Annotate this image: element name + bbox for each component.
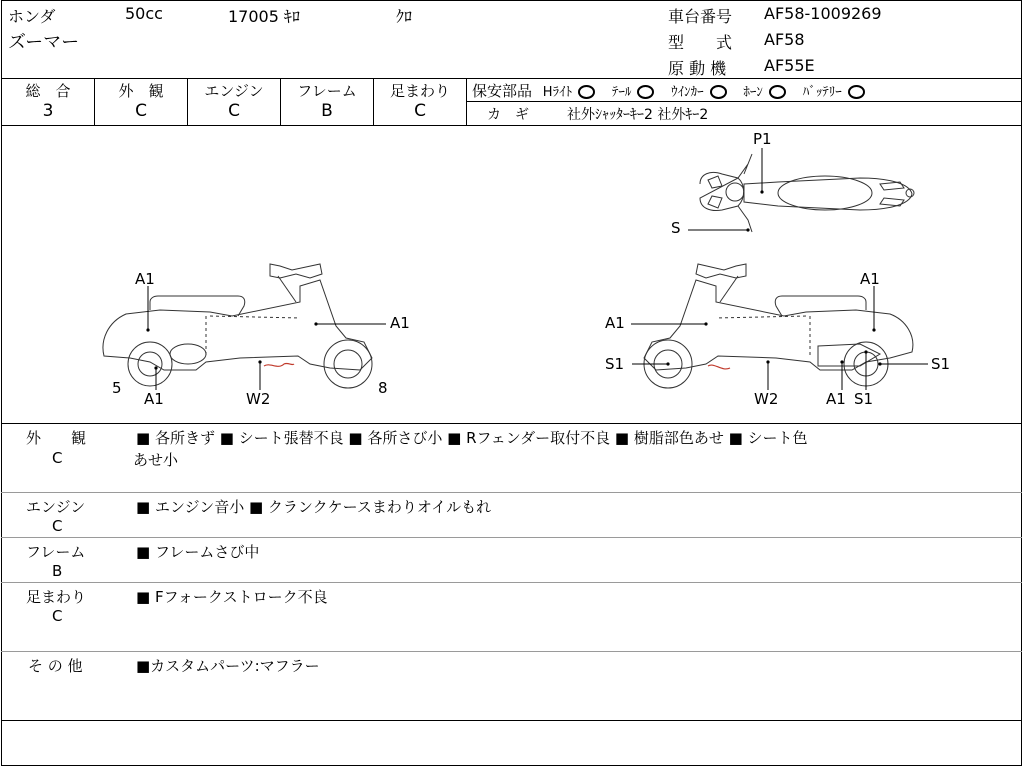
- comment-grade-engine: C: [52, 517, 63, 535]
- maker: ホンダ: [8, 7, 56, 26]
- type-label: 型 式: [668, 33, 733, 52]
- grade-value-suspension: C: [414, 101, 426, 121]
- diagram-label: S: [671, 219, 681, 237]
- frame-no: AF58-1009269: [764, 4, 882, 23]
- safety-tail: ﾃｰﾙ: [611, 85, 632, 100]
- diagram-label: A1: [390, 314, 410, 332]
- engine-label: 原 動 機: [668, 59, 727, 78]
- ok-circle-icon: [578, 85, 595, 99]
- safety-headlight: Hﾗｲﾄ: [542, 85, 573, 100]
- comment-label-engine: エンジン: [26, 498, 86, 516]
- divider: [1, 651, 1022, 652]
- leader-lines: [148, 148, 928, 390]
- comment-grade-exterior: C: [52, 449, 63, 467]
- divider: [1, 720, 1022, 721]
- safety-title: 保安部品: [472, 82, 533, 100]
- safety-battery: ﾊﾞｯﾃﾘｰ: [802, 85, 842, 100]
- engine-value: AF55E: [764, 56, 815, 75]
- comment-label-other: そ の 他: [28, 657, 83, 675]
- diagram-label: W2: [754, 390, 779, 408]
- scooter-top-view: [700, 154, 914, 232]
- diagram-label: A1: [605, 314, 625, 332]
- diagram-label: A1: [826, 390, 846, 408]
- diagram-label: S1: [605, 355, 625, 373]
- divider: [1, 78, 1022, 79]
- divider: [1, 582, 1022, 583]
- mileage: 17005 ｷﾛ: [228, 7, 300, 26]
- ok-circle-icon: [848, 85, 865, 99]
- displacement: 50cc: [125, 4, 163, 23]
- grade-value-overall: 3: [42, 101, 54, 121]
- diagram-label: 8: [378, 379, 388, 397]
- key-value: 社外ｼｬｯﾀｰｷｰ2 社外ｷｰ2: [567, 107, 709, 123]
- grade-label-suspension: 足まわり: [389, 82, 450, 100]
- ok-circle-icon: [637, 85, 654, 99]
- comment-text-exterior-cont: あせ小: [133, 451, 179, 469]
- color: ｸﾛ: [396, 7, 413, 26]
- comment-grade-frame: B: [52, 562, 63, 580]
- comment-text-suspension: ■ Fフォークストローク不良: [136, 588, 328, 606]
- ok-circle-icon: [710, 85, 727, 99]
- comment-text-engine: ■ エンジン音小 ■ クランクケースまわりオイルもれ: [136, 498, 492, 516]
- type-value: AF58: [764, 30, 805, 49]
- comment-label-exterior: 外 観: [26, 429, 87, 447]
- comment-label-suspension: 足まわり: [26, 588, 87, 606]
- comment-text-frame: ■ フレームさび中: [136, 543, 260, 561]
- grade-value-exterior: C: [135, 101, 147, 121]
- safety-row: [472, 80, 869, 101]
- damage-mark: [264, 363, 294, 366]
- grade-value-frame: B: [321, 101, 333, 121]
- diagram-label: A1: [135, 270, 155, 288]
- key-label: カ ギ: [487, 107, 529, 123]
- comment-grade-suspension: C: [52, 607, 63, 625]
- divider: [467, 101, 1022, 102]
- model-name: ズーマー: [8, 32, 80, 53]
- grade-label-overall: 総 合: [25, 82, 71, 100]
- diagram-label: A1: [144, 390, 164, 408]
- diagram-label: W2: [246, 390, 271, 408]
- frame-no-label: 車台番号: [668, 7, 733, 26]
- grade-label-exterior: 外 観: [118, 82, 164, 100]
- divider: [1, 492, 1022, 493]
- diagram-label: A1: [860, 270, 880, 288]
- comment-text-other: ■カスタムパーツ:マフラー: [136, 657, 320, 675]
- comment-label-frame: フレーム: [26, 543, 86, 561]
- safety-horn: ﾎｰﾝ: [743, 85, 763, 100]
- diagram-label: P1: [753, 130, 772, 148]
- divider: [1, 423, 1022, 424]
- diagram-label: S1: [854, 390, 874, 408]
- safety-winker: ｳｲﾝｶｰ: [671, 85, 704, 100]
- grade-value-engine: C: [228, 101, 240, 121]
- diagram-label: S1: [931, 355, 951, 373]
- ok-circle-icon: [769, 85, 786, 99]
- grade-label-frame: フレーム: [297, 82, 357, 100]
- leader-dots: [146, 190, 881, 369]
- diagram-label: 5: [112, 379, 122, 397]
- divider: [1, 537, 1022, 538]
- damage-mark: [708, 365, 730, 369]
- comment-text-exterior: ■ 各所きず ■ シート張替不良 ■ 各所さび小 ■ Rフェンダー取付不良 ■ 樹脂部色あせ ■ シート色: [136, 429, 808, 447]
- divider: [466, 78, 467, 125]
- grade-label-engine: エンジン: [204, 82, 264, 100]
